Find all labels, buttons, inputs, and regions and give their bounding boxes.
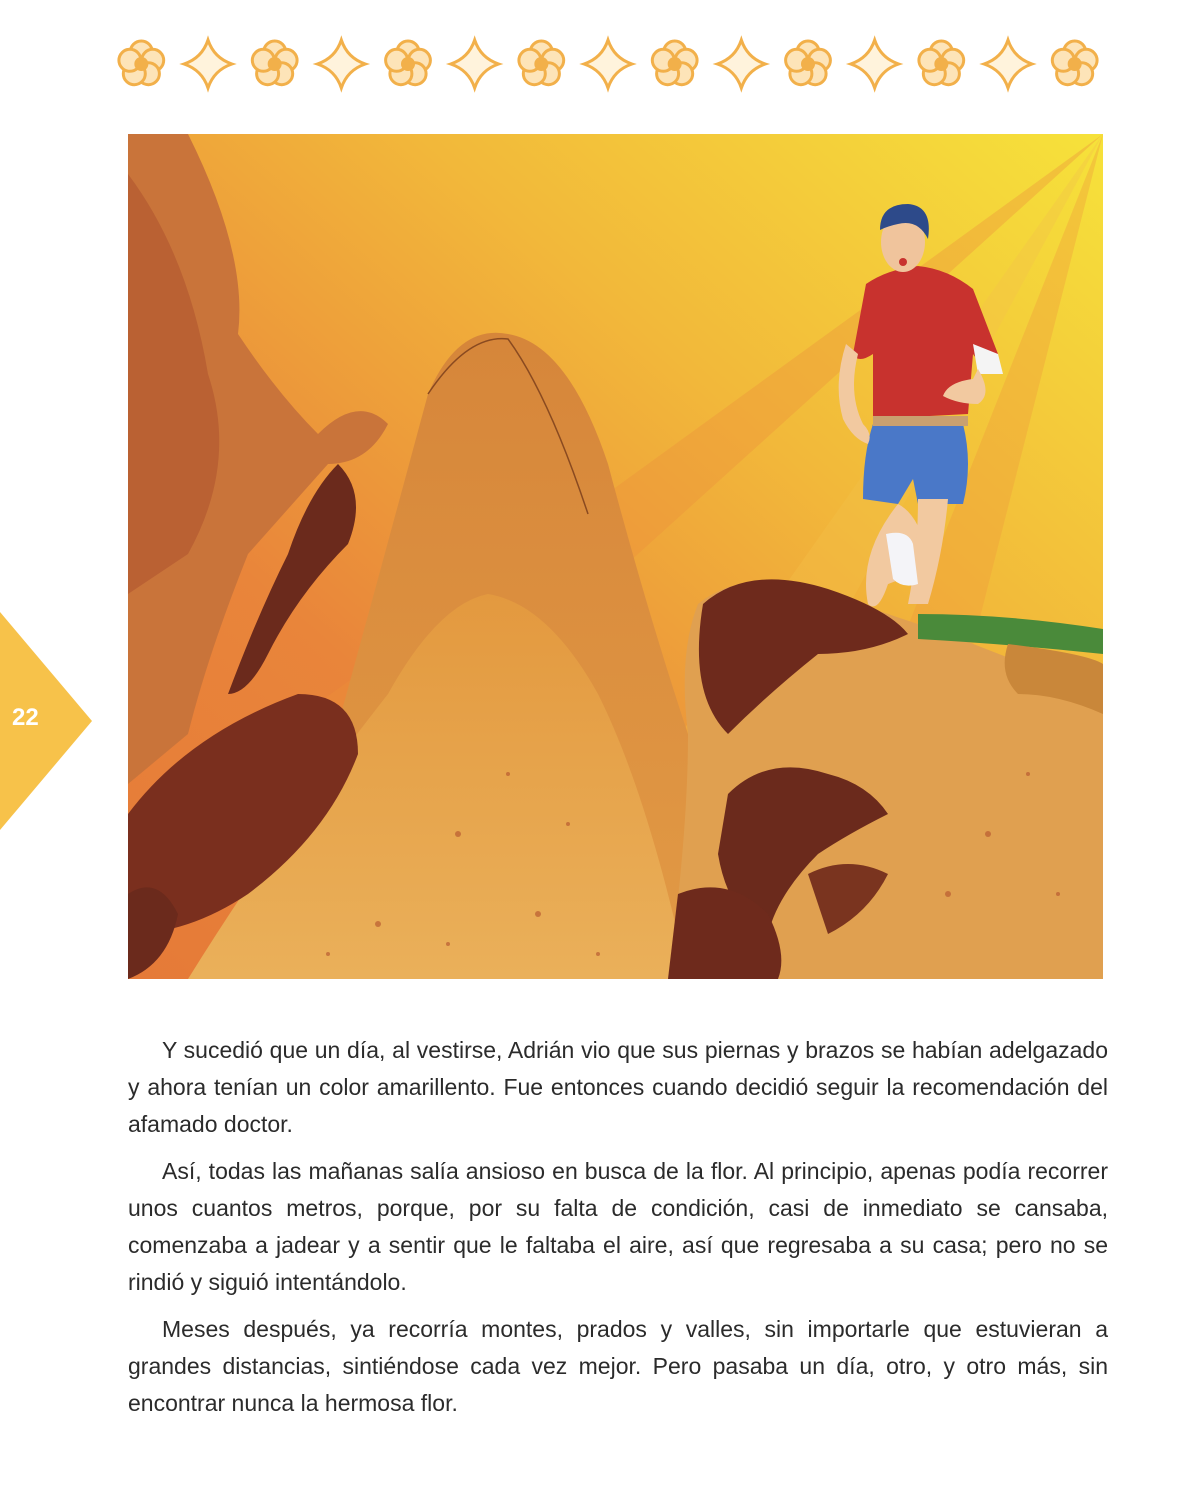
illustration-svg xyxy=(128,134,1103,979)
star-icon xyxy=(584,40,632,88)
flower-icon xyxy=(386,41,431,85)
story-paragraph-2: Así, todas las mañanas salía ansioso en busca de la flor. Al principio, apenas podía recorrer unos cuantos metros, porque, por su falta de condición, casi de inmediato se cansaba, comenzaba a jadear y a sentir que le faltaba el aire, así que regresaba a su casa; pero no se rindió y siguió intentándolo. xyxy=(128,1158,1108,1295)
star-icon xyxy=(184,40,232,88)
star-icon xyxy=(451,40,499,88)
story-paragraph-1: Y sucedió que un día, al vestirse, Adrián vio que sus piernas y brazos se habían adelgazado y ahora tenían un color amarillento. Fue entonces cuando decidió seguir la recomendación del afamado doctor. xyxy=(128,1037,1108,1137)
page-number: 22 xyxy=(12,704,39,731)
star-icon xyxy=(984,40,1032,88)
ornament-border-svg xyxy=(108,28,1108,100)
flower-icon xyxy=(1052,41,1097,85)
ornament-border xyxy=(108,28,1108,100)
flower-icon xyxy=(919,41,964,85)
star-icon xyxy=(317,40,365,88)
star-icon xyxy=(851,40,899,88)
flower-icon xyxy=(519,41,564,85)
star-icon xyxy=(717,40,765,88)
story-illustration xyxy=(128,134,1103,979)
flower-icon xyxy=(119,41,164,85)
story-paragraph-3: Meses después, ya recorría montes, prados y valles, sin importarle que estuvieran a grandes distancias, sintiéndose cada vez mejor. Pero pasaba un día, otro, y otro más, sin encontrar nunca la hermosa flor. xyxy=(128,1316,1108,1416)
flower-icon xyxy=(786,41,831,85)
flower-icon xyxy=(652,41,697,85)
story-text xyxy=(128,1032,1108,1432)
flower-icon xyxy=(252,41,297,85)
